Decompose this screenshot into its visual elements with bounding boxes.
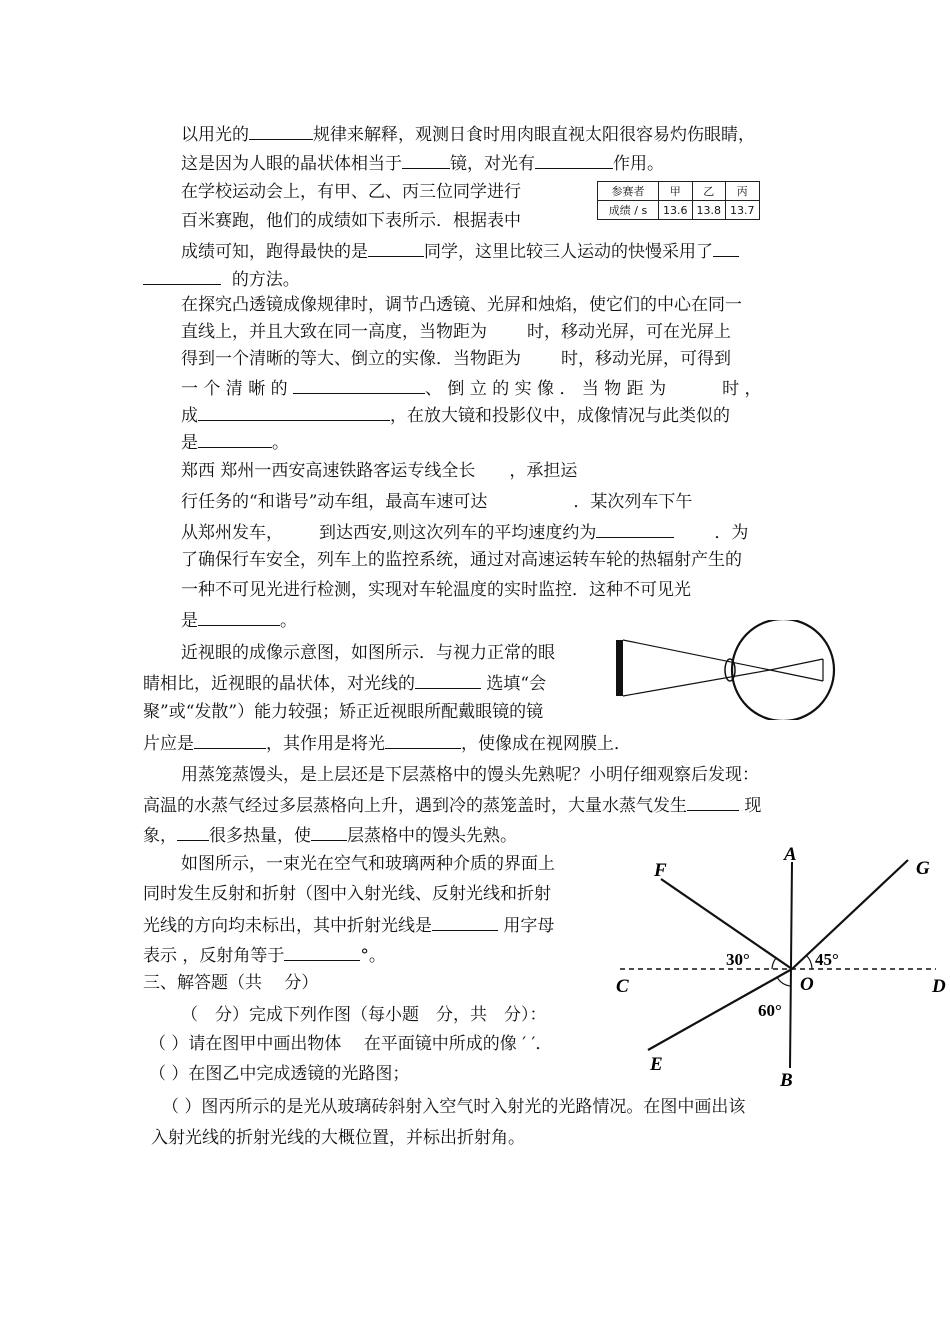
text: 规律来解释，观测日食时用肉眼直视太阳很容易灼伤眼睛， bbox=[313, 125, 755, 145]
text-line: （ ）在图乙中完成透镜的光路图； bbox=[149, 1064, 410, 1084]
answer-blank[interactable] bbox=[177, 822, 209, 841]
answer-blank[interactable] bbox=[293, 375, 425, 394]
text-line: 近视眼的成像示意图，如图所示．与视力正常的眼 bbox=[181, 643, 555, 663]
text-line: 象， 很多热量，使 层蒸格中的馒头先熟。 bbox=[143, 822, 517, 848]
answer-blank[interactable] bbox=[249, 121, 313, 140]
text-line: 从郑州发车， 到达西安,则这次列车的平均速度约为 ．为 bbox=[181, 519, 748, 545]
text: 这是因为人眼的晶状体相当于 bbox=[181, 154, 402, 174]
light-ray bbox=[623, 640, 770, 670]
light-ray bbox=[770, 670, 823, 681]
text-line: 聚”或“发散”）能力较强；矫正近视眼所配戴眼镜的镜 bbox=[143, 702, 544, 722]
answer-blank[interactable] bbox=[385, 730, 461, 749]
table-header-row bbox=[598, 182, 760, 201]
answer-blank[interactable] bbox=[194, 730, 266, 749]
text-line: 睛相比，近视眼的晶状体，对光线的 选填“会 bbox=[143, 670, 546, 696]
label-o: O bbox=[800, 974, 814, 995]
text: 作用。 bbox=[613, 154, 664, 174]
text-line: 成 ，在放大镜和投影仪中，成像情况与此类似的 bbox=[181, 402, 730, 428]
section-heading: 三、解答题（共 分） bbox=[143, 973, 319, 993]
text-line: 用蒸笼蒸馒头，是上层还是下层蒸格中的馒头先熟呢？小明仔细观察后发现： bbox=[181, 765, 759, 785]
normal-line bbox=[790, 862, 792, 1068]
table-cell: 13.6 bbox=[659, 201, 693, 220]
table-header: 丙 bbox=[726, 182, 760, 201]
answer-blank[interactable] bbox=[143, 266, 221, 285]
text-line: 百米赛跑，他们的成绩如下表所示．根据表中 bbox=[181, 211, 521, 231]
text-line: 光线的方向均未标出，其中折射光线是 用字母 bbox=[143, 912, 554, 938]
text-line: 表示 ，反射角等于 °。 bbox=[143, 942, 386, 968]
text: 以用光的 bbox=[181, 125, 249, 145]
table-row bbox=[598, 201, 760, 220]
score-table bbox=[597, 181, 760, 220]
text-line: 在探究凸透镜成像规律时，调节凸透镜、光屏和烛焰，使它们的中心在同一 bbox=[181, 295, 742, 315]
answer-blank[interactable] bbox=[687, 792, 739, 811]
angle-label-60: 60° bbox=[758, 1001, 782, 1020]
text: 镜，对光有 bbox=[450, 154, 535, 174]
answer-blank[interactable] bbox=[415, 670, 481, 689]
table-header: 参赛者 bbox=[598, 182, 659, 201]
angle-arc-30 bbox=[772, 958, 776, 969]
answer-blank[interactable] bbox=[402, 150, 450, 169]
text-line: 入射光线的折射光线的大概位置，并标出折射角。 bbox=[151, 1128, 525, 1148]
text-line: 一种不可见光进行检测，实现对车轮温度的实时监控．这种不可见光 bbox=[181, 580, 691, 600]
text-line: 是 。 bbox=[181, 607, 297, 633]
text-line: 得到一个清晰的等大、倒立的实像．当物距为 时，移动光屏，可得到 bbox=[181, 349, 731, 369]
answer-blank[interactable] bbox=[198, 607, 280, 626]
text-line: （ 分）完成下列作图（每小题 分，共 分）： bbox=[181, 1005, 547, 1025]
label-a: A bbox=[784, 844, 797, 865]
eyeball-circle bbox=[732, 620, 834, 720]
object-bar bbox=[616, 640, 623, 696]
text-line: 高温的水蒸气经过多层蒸格向上升，遇到冷的蒸笼盖时，大量水蒸气发生 现 bbox=[143, 792, 761, 818]
label-f: F bbox=[654, 860, 667, 881]
label-b: B bbox=[780, 1070, 793, 1091]
answer-blank[interactable] bbox=[596, 519, 674, 538]
angle-label-45: 45° bbox=[815, 950, 839, 969]
table-header: 甲 bbox=[659, 182, 693, 201]
answer-blank[interactable] bbox=[535, 150, 613, 169]
text-line: 片应是 ，其作用是将光 ，使像成在视网膜上． bbox=[143, 730, 631, 756]
label-c: C bbox=[616, 976, 629, 997]
text-line: 的方法。 bbox=[143, 266, 300, 292]
answer-blank[interactable] bbox=[713, 238, 739, 257]
text-line: 如图所示，一束光在空气和玻璃两种介质的界面上 bbox=[181, 854, 555, 874]
light-ray bbox=[623, 670, 770, 696]
answer-blank[interactable] bbox=[284, 942, 360, 961]
reflection-refraction-diagram bbox=[610, 840, 950, 1100]
text-line: 在学校运动会上，有甲、乙、丙三位同学进行 bbox=[181, 182, 521, 202]
label-d: D bbox=[932, 976, 946, 997]
text-line: 郑西 郑州一西安高速铁路客运专线全长 ，承担运 bbox=[181, 461, 578, 481]
answer-blank[interactable] bbox=[311, 822, 347, 841]
ray-og bbox=[792, 860, 908, 969]
text-line: 一 个 清 晰 的 、 倒 立 的 实 像 ． 当 物 距 为 时 ， bbox=[181, 375, 761, 401]
text-line: 直线上，并且大致在同一高度，当物距为 时，移动光屏，可在光屏上 bbox=[181, 322, 731, 342]
text-line: 是 。 bbox=[181, 429, 289, 455]
text-line: （ ）图丙所示的是光从玻璃砖斜射入空气时入射光的光路情况。在图中画出该 bbox=[162, 1097, 746, 1117]
label-g: G bbox=[916, 858, 930, 879]
text-line: （ ）请在图甲中画出物体 在平面镜中所成的像 ′ ′． bbox=[149, 1034, 553, 1054]
angle-arc-60 bbox=[777, 977, 791, 986]
text-line: 成绩可知，跑得最快的是 同学，这里比较三人运动的快慢采用了 bbox=[181, 238, 739, 264]
text-line bbox=[181, 150, 664, 176]
answer-blank[interactable] bbox=[198, 429, 272, 448]
light-ray bbox=[770, 659, 823, 670]
label-e: E bbox=[650, 1054, 663, 1075]
answer-blank[interactable] bbox=[432, 912, 498, 931]
text-line: 行任务的“和谐号”动车组，最高车速可达 ．某次列车下午 bbox=[181, 492, 693, 512]
text-line: 同时发生反射和折射（图中入射光线、反射光线和折射 bbox=[143, 884, 551, 904]
angle-arc-45 bbox=[806, 955, 812, 969]
table-cell: 13.8 bbox=[692, 201, 726, 220]
text-line: 了确保行车安全，列车上的监控系统，通过对高速运转车轮的热辐射产生的 bbox=[181, 550, 742, 570]
text-line bbox=[181, 121, 755, 147]
angle-label-30: 30° bbox=[726, 950, 750, 969]
answer-blank[interactable] bbox=[198, 402, 390, 421]
table-cell: 成绩 / s bbox=[598, 201, 659, 220]
table-cell: 13.7 bbox=[726, 201, 760, 220]
table-header: 乙 bbox=[692, 182, 726, 201]
answer-blank[interactable] bbox=[368, 238, 424, 257]
myopia-eye-diagram bbox=[612, 620, 838, 720]
